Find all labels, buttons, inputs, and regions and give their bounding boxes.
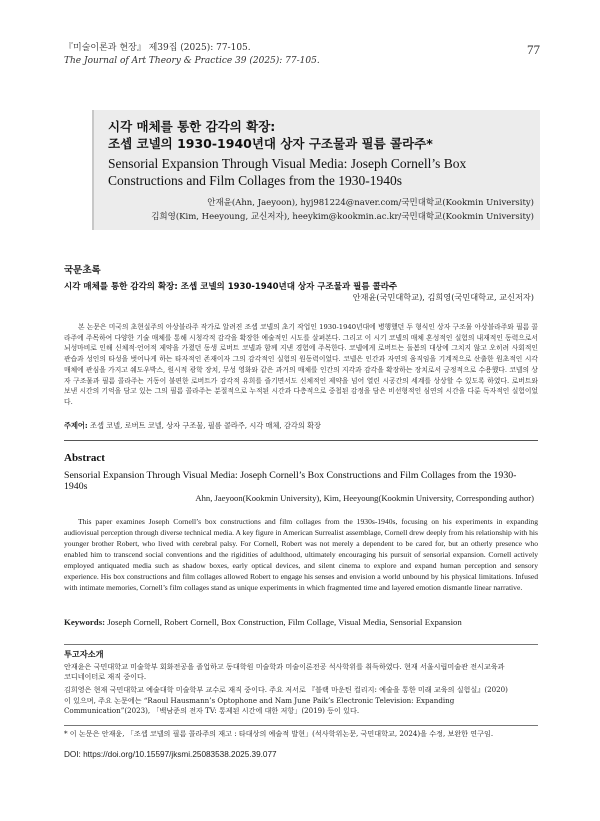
korean-title-line-2: 조셉 코넬의 1930-1940년대 상자 구조물과 필름 콜라주* bbox=[108, 136, 433, 151]
running-head bbox=[64, 42, 444, 68]
running-head-english: The Journal of Art Theory & Practice 39 (2025): 77-105. bbox=[64, 56, 320, 66]
english-abstract-title: Sensorial Expansion Through Visual Media: Joseph Cornell’s Box Constructions and Film Collages from the 1930-1940s bbox=[64, 470, 517, 492]
korean-abstract-heading: 시각 매체를 통한 감각의 확장: 조셉 코넬의 1930-1940년대 상자 구조물과 필름 콜라주 bbox=[64, 282, 398, 292]
korean-abstract-label: 국문초록 bbox=[64, 265, 101, 276]
contributors-heading: 투고자소개 bbox=[64, 649, 104, 659]
english-abstract-byline: Ahn, Jaeyoon(Kookmin University), Kim, Heeyoung(Kookmin University, Corresponding author) bbox=[195, 493, 534, 503]
korean-abstract-byline: 안재윤(국민대학교), 김희영(국민대학교, 교신저자) bbox=[352, 292, 534, 302]
contributor-2: 김희영은 현재 국민대학교 예술대학 미술학부 교수로 재직 중이다. 주요 저서로 『블랙 마운틴 컬리지: 예술을 통한 미래 교육의 실험실』(2020)이 있으며, 주요 논문에는 “Raoul Hausmann’s Optophone and Nam June Paik’s Electronic Television: Expanding Communication”(2023), 「백남준의 전자 TV: 통제된 시간에 대한 저항」(2019) 등이 있다. bbox=[64, 685, 508, 715]
korean-title-line-1: 시각 매체를 통한 감각의 확장: bbox=[108, 119, 276, 134]
author-info bbox=[151, 196, 534, 224]
running-head-korean: 『미술이론과 현장』 제39집 (2025): 77-105. bbox=[64, 43, 251, 53]
author-2: 김희영(Kim, Heeyoung, 교신저자), heeykim@kookmin.ac.kr/국민대학교(Kookmin University) bbox=[151, 212, 534, 222]
footnote: * 이 논문은 안재윤, 「조셉 코넬의 필름 콜라주의 재고 : 타대상의 예술적 발현」(석사학위논문, 국민대학교, 2024)을 수정, 보완한 연구임. bbox=[64, 729, 494, 738]
section-divider bbox=[64, 440, 538, 441]
korean-keywords-label: 주제어: bbox=[64, 421, 88, 430]
korean-abstract-body: 본 논문은 미국의 초현실주의 아상블라주 작가로 알려진 조셉 코넬의 초기 작업인 1930-1940년대에 병행했던 두 형식인 상자 구조물 아상블라주와 필름 콜라주에 주목하여 다양한 기술 매체를 통해 시청각적 감각을 확장한 예술적인 시도를 살펴본다. 그리고 이 시기 코넬의 매체 혼성적인 실험의 내재적인 동력으로서 뇌성마비로 인해 신체적·언어적 제약을 가졌던 동생 로버트 코넬과 함께 지낸 경험에 주목한다. 코넬에게 로버트는 돌봄의 대상에 그치지 않고 오히려 사회적인 관습과 성인의 타성을 벗어나게 하는 타자적인 존재이자 그의 감각적인 실험의 원동력이었다. 코넬은 인간과 자연의 움직임을 기계적으로 산출한 원초적인 시각 매체에 관심을 가지고 쉐도우박스, 원시적 광학 장치, 무성 영화와 같은 과거의 매체를 인간의 지각과 감각을 확장하는 장치로서 긍정적으로 수용했다. 코넬의 상자 구조물과 필름 콜라주는 거동이 불편한 로버트가 감각적 유희를 즐기면서도 신체적인 제약을 넘어 열린 시공간의 세계를 상상할 수 있도록 하였다. 로버트와 보낸 시간의 기억을 담고 있는 그의 필름 콜라주는 분절적으로 누적된 시간과 다층적으로 중첩된 감정을 담은 비선형적인 심연의 시간을 다룬 독자적인 실험이었다. bbox=[64, 323, 538, 406]
korean-keywords-list: 조셉 코넬, 로버트 코넬, 상자 구조물, 필름 콜라주, 시각 매체, 감각의 확장 bbox=[90, 421, 321, 430]
english-abstract-body: This paper examines Joseph Cornell’s box constructions and film collages from the 1930s-1940s, focusing on his experiments in expanding audiovisual perception through diverse technical media. A key figure in American Surrealist assemblage, Cornell drew deeply from his relationship with his younger brother Robert, who lived with cerebral palsy. For Cornell, Robert was not merely a dependent to be cared for, but an otherly presence who enabled him to transcend social conventions and the rigidities of adulthood, ultimately encouraging his pursuit of sensorial expansion. Cornell actively employed antiquated media such as shadow boxes, early optical devices, and silent cinema to explore and expand human perception and sensory experience. His box constructions and film collages allowed Robert to engage his senses and envision a world unbound by his physical limitations. Infused with intimate memories, Cornell’s film collages stand as unique experiments in which fragmented time and layered emotion dismantle linear narrative. bbox=[64, 517, 538, 592]
korean-keywords bbox=[64, 421, 538, 431]
author-1: 안재윤(Ahn, Jaeyoon), hyj981224@naver.com/국민대학교(Kookmin University) bbox=[207, 198, 534, 208]
english-title: Sensorial Expansion Through Visual Media: Joseph Cornell’s Box Constructions and Film Collages from the 1930-1940s bbox=[108, 156, 467, 188]
english-keywords-label: Keywords: bbox=[64, 617, 106, 627]
english-abstract-label: Abstract bbox=[64, 452, 105, 464]
contributors-box bbox=[64, 644, 538, 726]
doi: DOI: https://doi.org/10.15597/jksmi.25083538.2025.39.077 bbox=[64, 750, 277, 759]
contributor-1: 안재윤은 국민대학교 미술학부 회화전공을 졸업하고 동대학원 미술학과 미술이론전공 석사학위를 취득하였다. 현재 서울시립미술관 전시교육과 코디네이터로 재직 중이다. bbox=[64, 662, 505, 682]
english-keywords-list: Joseph Cornell, Robert Cornell, Box Construction, Film Collage, Visual Media, Sensorial Expansion bbox=[107, 617, 462, 627]
english-keywords bbox=[64, 617, 538, 627]
page-number: 77 bbox=[527, 42, 540, 57]
